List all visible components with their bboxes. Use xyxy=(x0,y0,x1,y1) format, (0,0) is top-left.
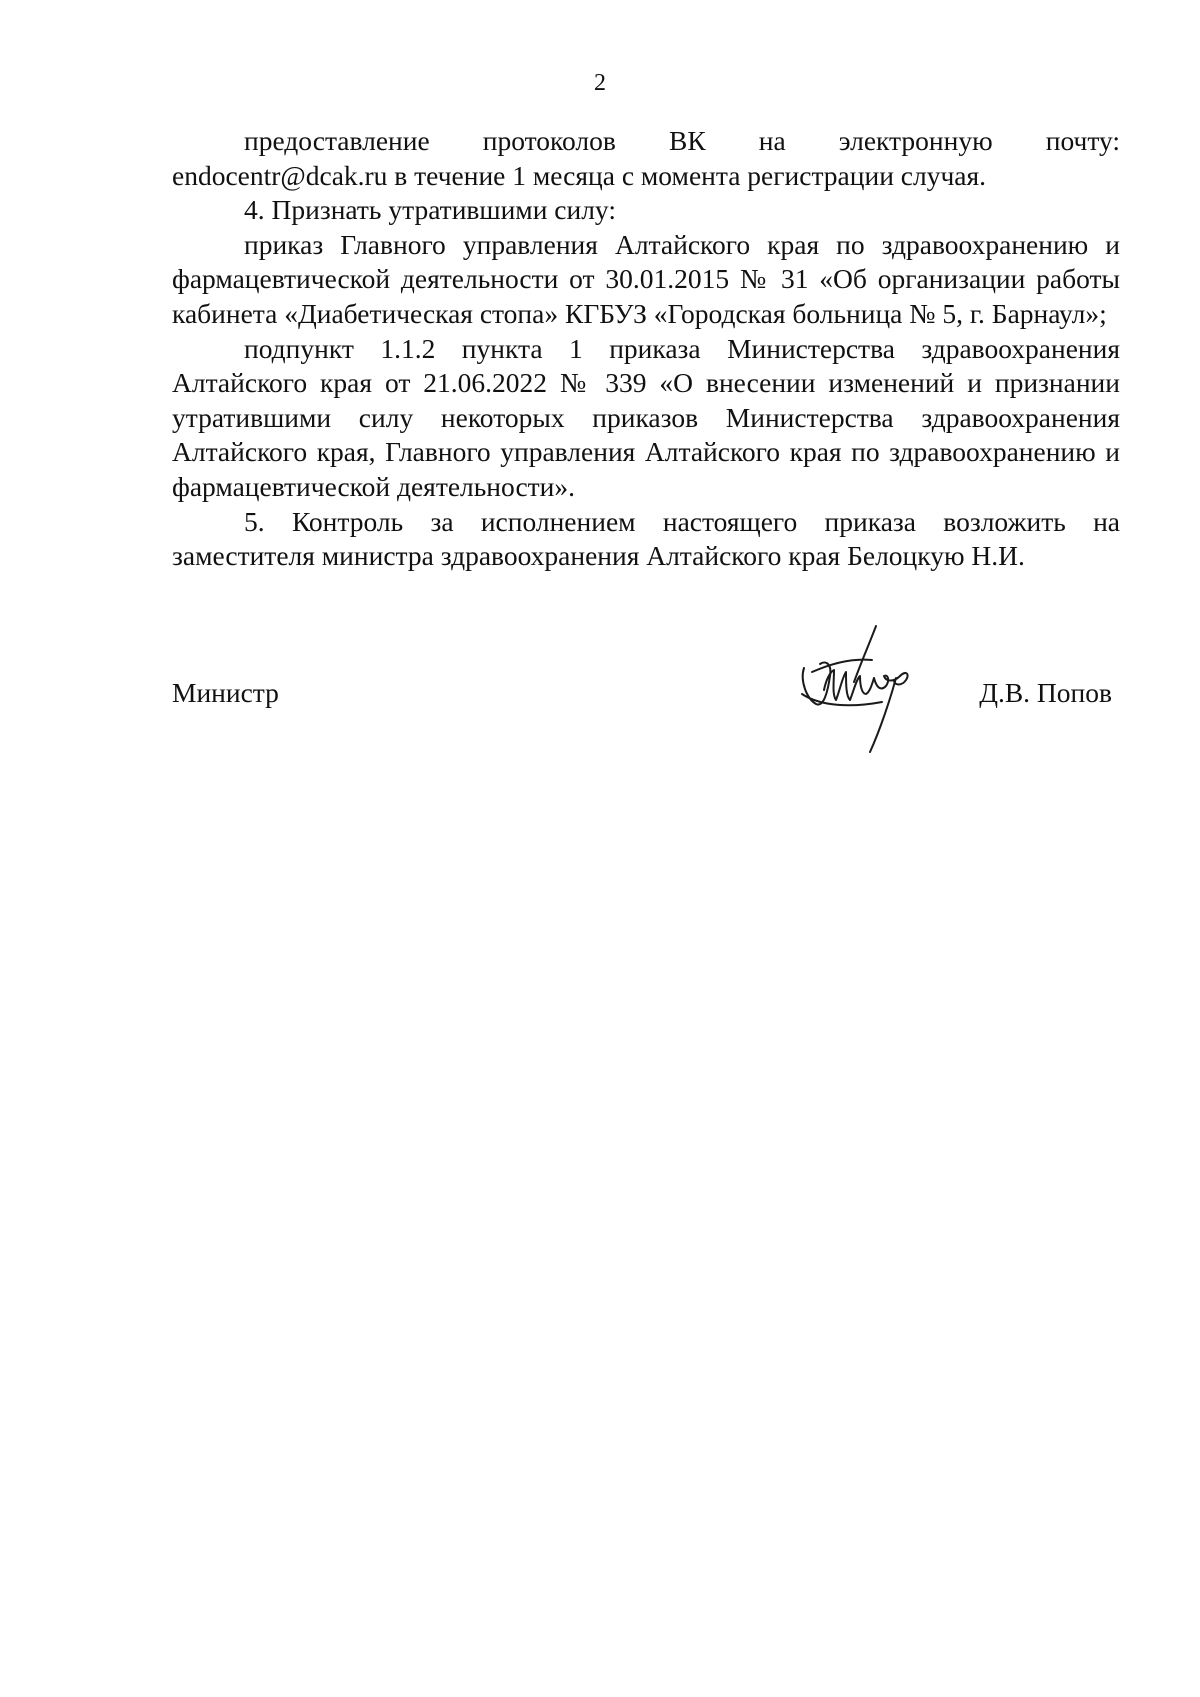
document-body xyxy=(172,124,1120,574)
paragraph-continuation-line-1: предоставление протоколов ВК на электронную почту: xyxy=(244,125,1120,156)
paragraph-item-4: 4. Признать утратившими силу: xyxy=(244,194,616,226)
signer-title: Министр xyxy=(172,677,279,708)
signer-name: Д.В. Попов xyxy=(979,677,1112,708)
paragraph-item-5: 5. Контроль за исполнением настоящего приказа возложить на заместителя министра здравоохранения Алтайского края Белоцкую Н.И. xyxy=(172,505,1120,572)
paragraph-continuation-line-2: endocentr@dcak.ru в течение 1 месяца с момента регистрации случая. xyxy=(172,159,987,191)
signature-block xyxy=(172,620,1120,760)
handwritten-signature-icon xyxy=(790,620,950,760)
paragraph-revoked-order-1: приказ Главного управления Алтайского края по здравоохранению и фармацевтической деятельности от 30.01.2015 № 31 «Об организации работы кабинета «Диабетическая стопа» КГБУЗ «Городская больница № 5, г. Барнаул»; xyxy=(172,228,1120,329)
page-number: 2 xyxy=(594,70,606,96)
paragraph-revoked-order-2: подпункт 1.1.2 пункта 1 приказа Министерства здравоохранения Алтайского края от 21.06.2022 № 339 «О внесении изменений и признании утратившими силу некоторых приказов Министерства здравоохранения Алтайского края, Главного управления Алтайского края по здравоохранению и фармацевтической деятельности». xyxy=(172,332,1120,502)
